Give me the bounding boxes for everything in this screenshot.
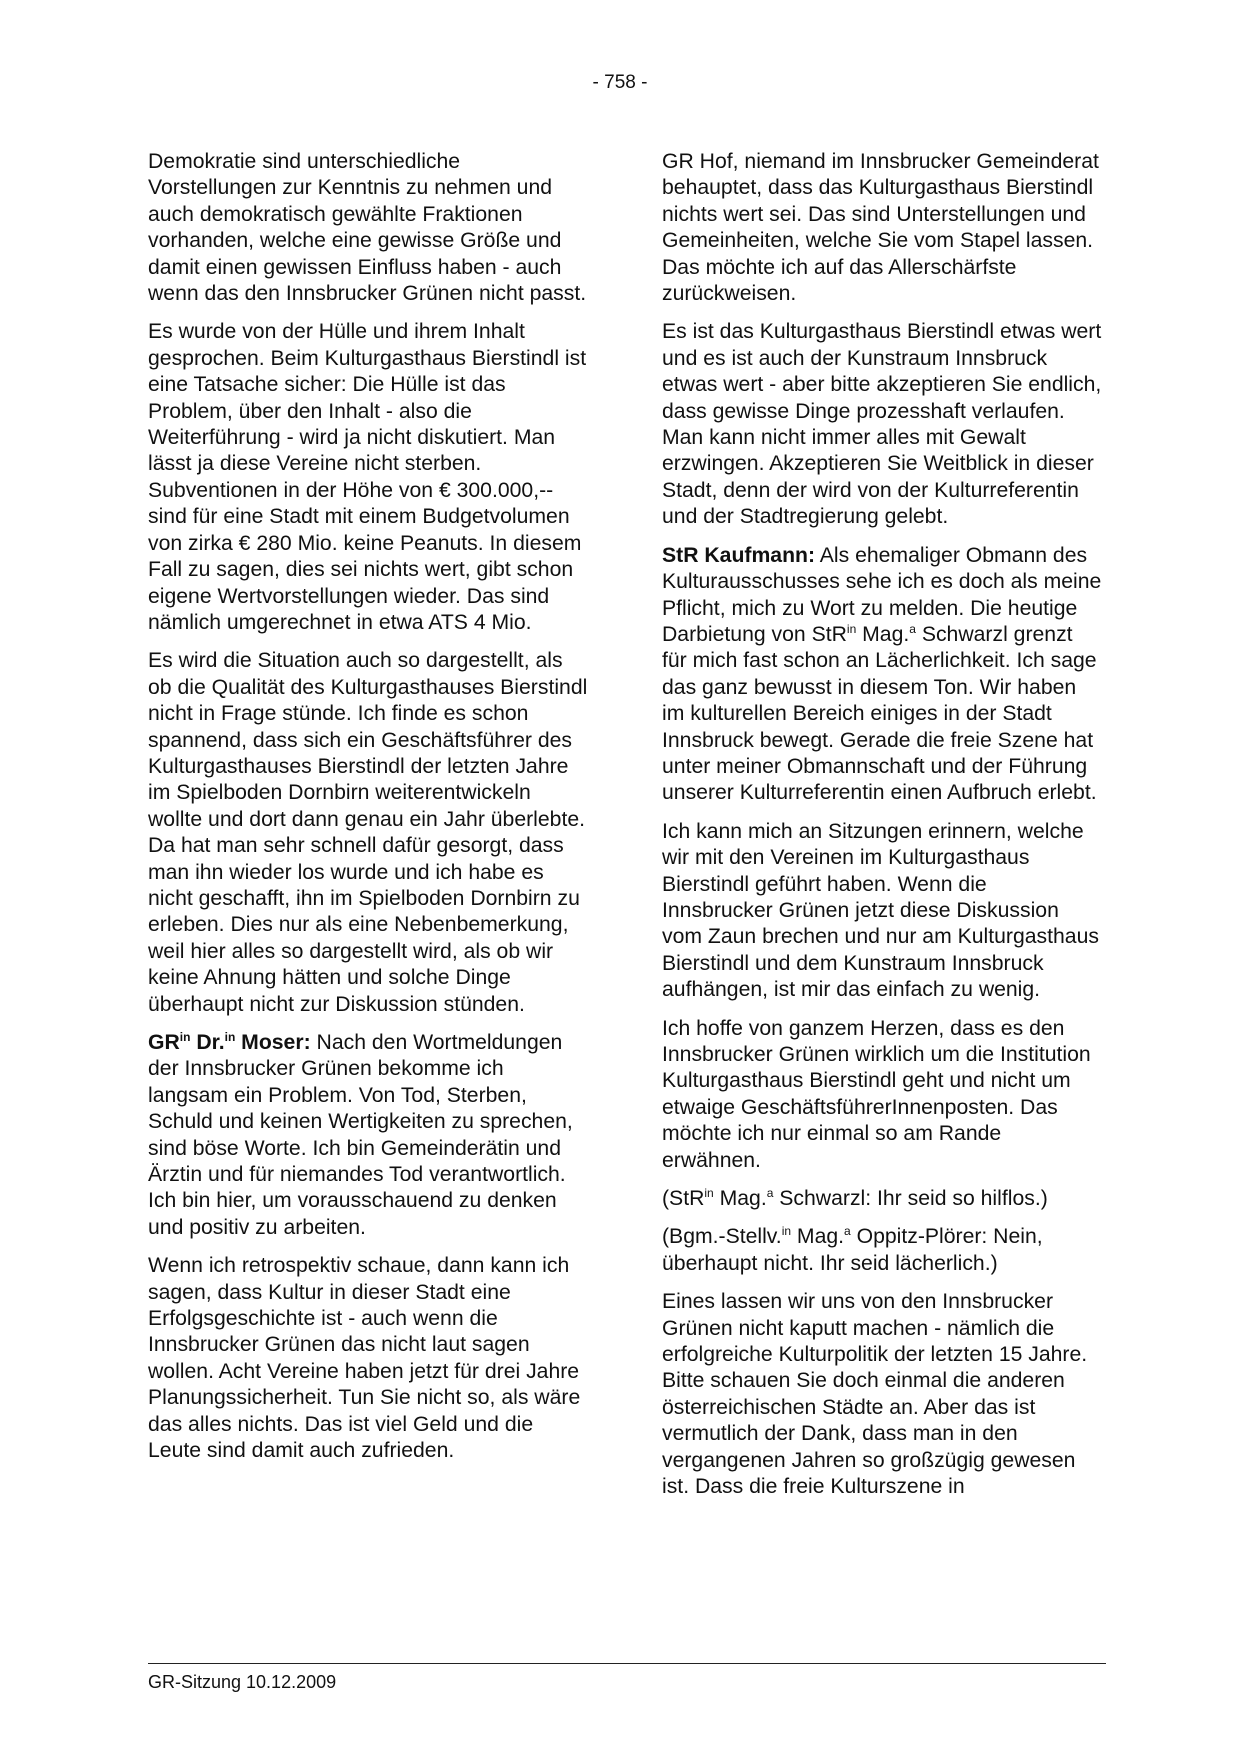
superscript: in <box>781 1224 792 1239</box>
speaker-title: GR <box>148 1031 180 1054</box>
interjection-text: (StR <box>662 1187 705 1211</box>
left-column <box>148 149 588 1477</box>
interjection-text: (Bgm.-Stellv. <box>662 1225 782 1249</box>
superscript: a <box>844 1224 851 1239</box>
interjection-text: Oppitz-Plörer: Nein, überhaupt nicht. Ihr seid lächerlich.) <box>662 1225 1043 1275</box>
speech-text: Mag. <box>856 622 910 646</box>
superscript: in <box>179 1029 191 1044</box>
interjection-schwarzl <box>662 1186 1102 1212</box>
superscript: a <box>766 1185 774 1200</box>
speech-text: Nach den Wortmeldungen der Innsbrucker Grünen bekomme ich langsam ein Problem. Von Tod, Sterben, Schuld und keinen Wertigkeiten zu sprechen, sind böse Worte. Ich bin Gemeinderätin und Ärztin und für niemandes Tod verantwortlich. Ich bin hier, um vorausschauend zu denken und positiv zu arbeiten. <box>148 1031 573 1239</box>
speaker-title: Dr. <box>190 1031 225 1054</box>
paragraph: Es ist das Kulturgasthaus Bierstindl etwas wert und es ist auch der Kunstraum Innsbruck etwas wert - aber bitte akzeptieren Sie endlich, dass gewisse Dinge prozesshaft verlaufen. Man kann nicht immer alles mit Gewalt erzwingen. Akzeptieren Sie Weitblick in dieser Stadt, denn der wird von der Kulturreferentin und der Stadtregierung gelebt. <box>662 320 1102 529</box>
footer-session-label: GR-Sitzung 10.12.2009 <box>148 1672 337 1692</box>
paragraph-moser <box>148 1030 588 1241</box>
page-number: - 758 - <box>592 72 648 93</box>
paragraph: Ich hoffe von ganzem Herzen, dass es den Innsbrucker Grünen wirklich um die Institution Kulturgasthaus Bierstindl geht und nicht um etwaige GeschäftsführerInnenposten. Das möchte ich nur einmal so am Rande erwähnen. <box>662 1016 1091 1172</box>
paragraph: Ich kann mich an Sitzungen erinnern, welche wir mit den Vereinen im Kulturgasthaus Bierstindl geführt haben. Wenn die Innsbrucker Grünen jetzt diese Diskussion vom Zaun brechen und nur am Kulturgasthaus Bierstindl und dem Kunstraum Innsbruck aufhängen, ist mir das einfach zu wenig. <box>662 819 1099 1002</box>
superscript: in <box>846 621 857 636</box>
superscript: a <box>909 621 916 636</box>
superscript: in <box>704 1185 714 1200</box>
paragraph: Wenn ich retrospektiv schaue, dann kann ich sagen, dass Kultur in dieser Stadt eine Erfolgsgeschichte ist - auch wenn die Innsbrucker Grünen das nicht laut sagen wollen. Acht Vereine haben jetzt für drei Jahre Planungssicherheit. Tun Sie nicht so, als wäre das alles nichts. Das ist viel Geld und die Leute sind damit auch zufrieden. <box>148 1254 581 1463</box>
interjection-oppitz-ploerer <box>662 1224 1102 1277</box>
paragraph: Eines lassen wir uns von den Innsbrucker Grünen nicht kaputt machen - nämlich die erfolgreiche Kulturpolitik der letzten 15 Jahre. Bitte schauen Sie doch einmal die anderen österreichischen Städte an. Aber das ist vermutlich der Dank, dass man in den vergangenen Jahren so großzügig gewesen ist. Dass die freie Kulturszene in <box>662 1290 1088 1499</box>
paragraph: GR Hof, niemand im Innsbrucker Gemeinderat behauptet, dass das Kulturgasthaus Bierstindl nichts wert sei. Das sind Unterstellungen und Gemeinheiten, welche Sie vom Stapel lassen. Das möchte ich auf das Allerschärfste zurückweisen. <box>662 150 1099 306</box>
speaker-name: StR Kaufmann: <box>662 543 816 567</box>
paragraph: Es wird die Situation auch so dargestellt, als ob die Qualität des Kulturgasthauses Bierstindl nicht in Frage stünde. Ich finde es schon spannend, dass sich ein Geschäftsführer des Kulturgasthauses Bierstindl der letzten Jahre im Spielboden Dornbirn weiterentwickeln wollte und dort dann genau ein Jahr überlebte. Da hat man sehr schnell dafür gesorgt, dass man ihn wieder los wurde und ich habe es nicht geschafft, ihn im Spielboden Dornbirn zu erleben. Dies nur als eine Nebenbemerkung, weil hier alles so dargestellt wird, als ob wir keine Ahnung hätten und solche Dinge überhaupt nicht zur Diskussion stünden. <box>148 649 588 1016</box>
speaker-name <box>148 1031 311 1054</box>
right-column <box>662 149 1102 1513</box>
paragraph: Es wurde von der Hülle und ihrem Inhalt gesprochen. Beim Kulturgasthaus Bierstindl ist eine Tatsache sicher: Die Hülle ist das Problem, über den Inhalt - also die Weiterführung - wird ja nicht diskutiert. Man lässt ja diese Vereine nicht sterben. Subventionen in der Höhe von € 300.000,-- sind für eine Stadt mit einem Budgetvolumen von zirka € 280 Mio. keine Peanuts. In diesem Fall zu sagen, dies sei nichts wert, gibt schon eigene Wertvorstellungen wieder. Das sind nämlich umgerechnet in etwa ATS 4 Mio. <box>148 320 587 634</box>
paragraph: Demokratie sind unterschiedliche Vorstellungen zur Kenntnis zu nehmen und auch demokratisch gewählte Fraktionen vorhanden, welche eine gewisse Größe und damit einen gewissen Einfluss haben - auch wenn das den Innsbrucker Grünen nicht passt. <box>148 150 587 306</box>
superscript: in <box>224 1029 236 1044</box>
speech-text: Als ehemaliger Obmann des Kulturausschusses sehe ich es doch als meine Pflicht, mich zu Wort zu melden. Die heutige Darbietung von StR <box>662 543 1102 646</box>
interjection-text: Mag. <box>791 1225 845 1249</box>
speech-text: Schwarzl grenzt für mich fast schon an Lächerlichkeit. Ich sage das ganz bewusst in diesem Ton. Wir haben im kulturellen Bereich einiges in der Stadt Innsbruck bewegt. Gerade die freie Szene hat unter meiner Obmannschaft und der Führung unserer Kulturreferentin einen Aufbruch erlebt. <box>662 622 1097 805</box>
speaker-surname: Moser: <box>235 1031 311 1054</box>
interjection-text: Schwarzl: Ihr seid so hilflos.) <box>773 1187 1048 1211</box>
interjection-text: Mag. <box>713 1187 767 1211</box>
footer-divider <box>148 1663 1106 1664</box>
paragraph-kaufmann <box>662 543 1102 807</box>
